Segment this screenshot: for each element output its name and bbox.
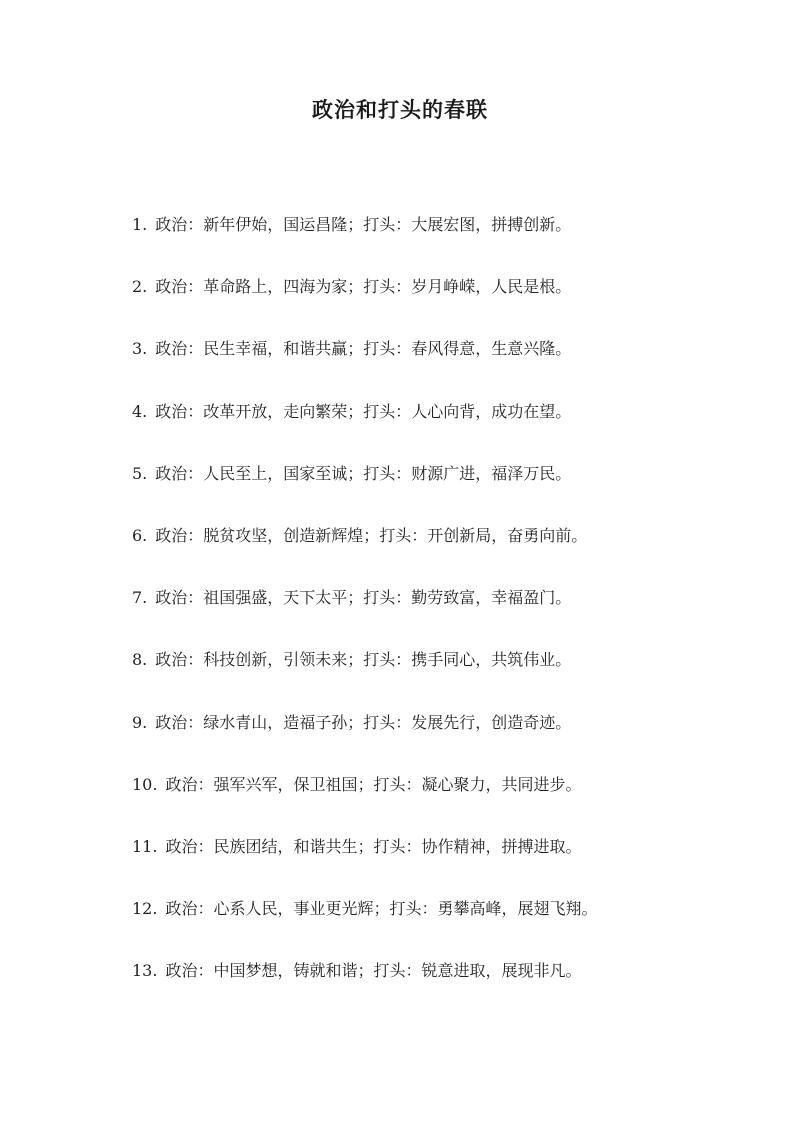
list-item-number: 8.: [132, 650, 148, 670]
list-item-text: 政治：改革开放，走向繁荣；打头：人心向背，成功在望。: [155, 401, 572, 421]
list-item-text: 政治：人民至上，国家至诚；打头：财源广进，福泽万民。: [155, 463, 572, 483]
list-item: [132, 400, 597, 462]
list-item-number: 5.: [132, 463, 148, 483]
list-item-number: 13.: [132, 961, 158, 981]
list-item-number: 4.: [132, 401, 148, 421]
list-item-number: 3.: [132, 339, 148, 359]
page-title: 政治和打头的春联: [312, 97, 488, 122]
list-item-text: 政治：强军兴军，保卫祖国；打头：凝心聚力，共同进步。: [165, 774, 582, 794]
list-item-number: 12.: [132, 899, 158, 919]
list-item-text: 政治：科技创新，引领未来；打头：携手同心，共筑伟业。: [155, 650, 572, 670]
list-item: [132, 524, 597, 586]
list-item-text: 政治：中国梦想，铸就和谐；打头：锐意进取，展现非凡。: [165, 961, 582, 981]
list-item-text: 政治：脱贫攻坚，创造新辉煌；打头：开创新局，奋勇向前。: [155, 525, 588, 545]
couplet-list: [132, 213, 597, 1021]
list-item: [132, 337, 597, 399]
list-item-text: 政治：新年伊始，国运昌隆；打头：大展宏图，拼搏创新。: [155, 215, 572, 234]
list-item-number: 2.: [132, 277, 148, 297]
list-item-number: 1.: [132, 215, 148, 234]
list-item: [132, 213, 597, 275]
list-item: [132, 462, 597, 524]
list-item-number: 7.: [132, 588, 148, 608]
list-item-number: 9.: [132, 712, 148, 732]
list-item-text: 政治：心系人民，事业更光辉；打头：勇攀高峰，展翅飞翔。: [165, 899, 598, 919]
list-item-text: 政治：革命路上，四海为家；打头：岁月峥嵘，人民是根。: [155, 277, 572, 297]
list-item-text: 政治：绿水青山，造福子孙；打头：发展先行，创造奇迹。: [155, 712, 572, 732]
list-item-number: 6.: [132, 525, 148, 545]
list-item-text: 政治：民生幸福，和谐共赢；打头：春风得意，生意兴隆。: [155, 339, 572, 359]
list-item-text: 政治：祖国强盛，天下太平；打头：勤劳致富，幸福盈门。: [155, 588, 572, 608]
list-item: [132, 648, 597, 710]
list-item: [132, 959, 597, 1021]
list-item: [132, 897, 597, 959]
list-item: [132, 835, 597, 897]
list-item-number: 11.: [132, 836, 158, 856]
list-item: [132, 711, 597, 773]
list-item: [132, 773, 597, 835]
list-item: [132, 275, 597, 337]
list-item: [132, 586, 597, 648]
list-item-number: 10.: [132, 774, 158, 794]
list-item-text: 政治：民族团结，和谐共生；打头：协作精神，拼搏进取。: [165, 836, 582, 856]
